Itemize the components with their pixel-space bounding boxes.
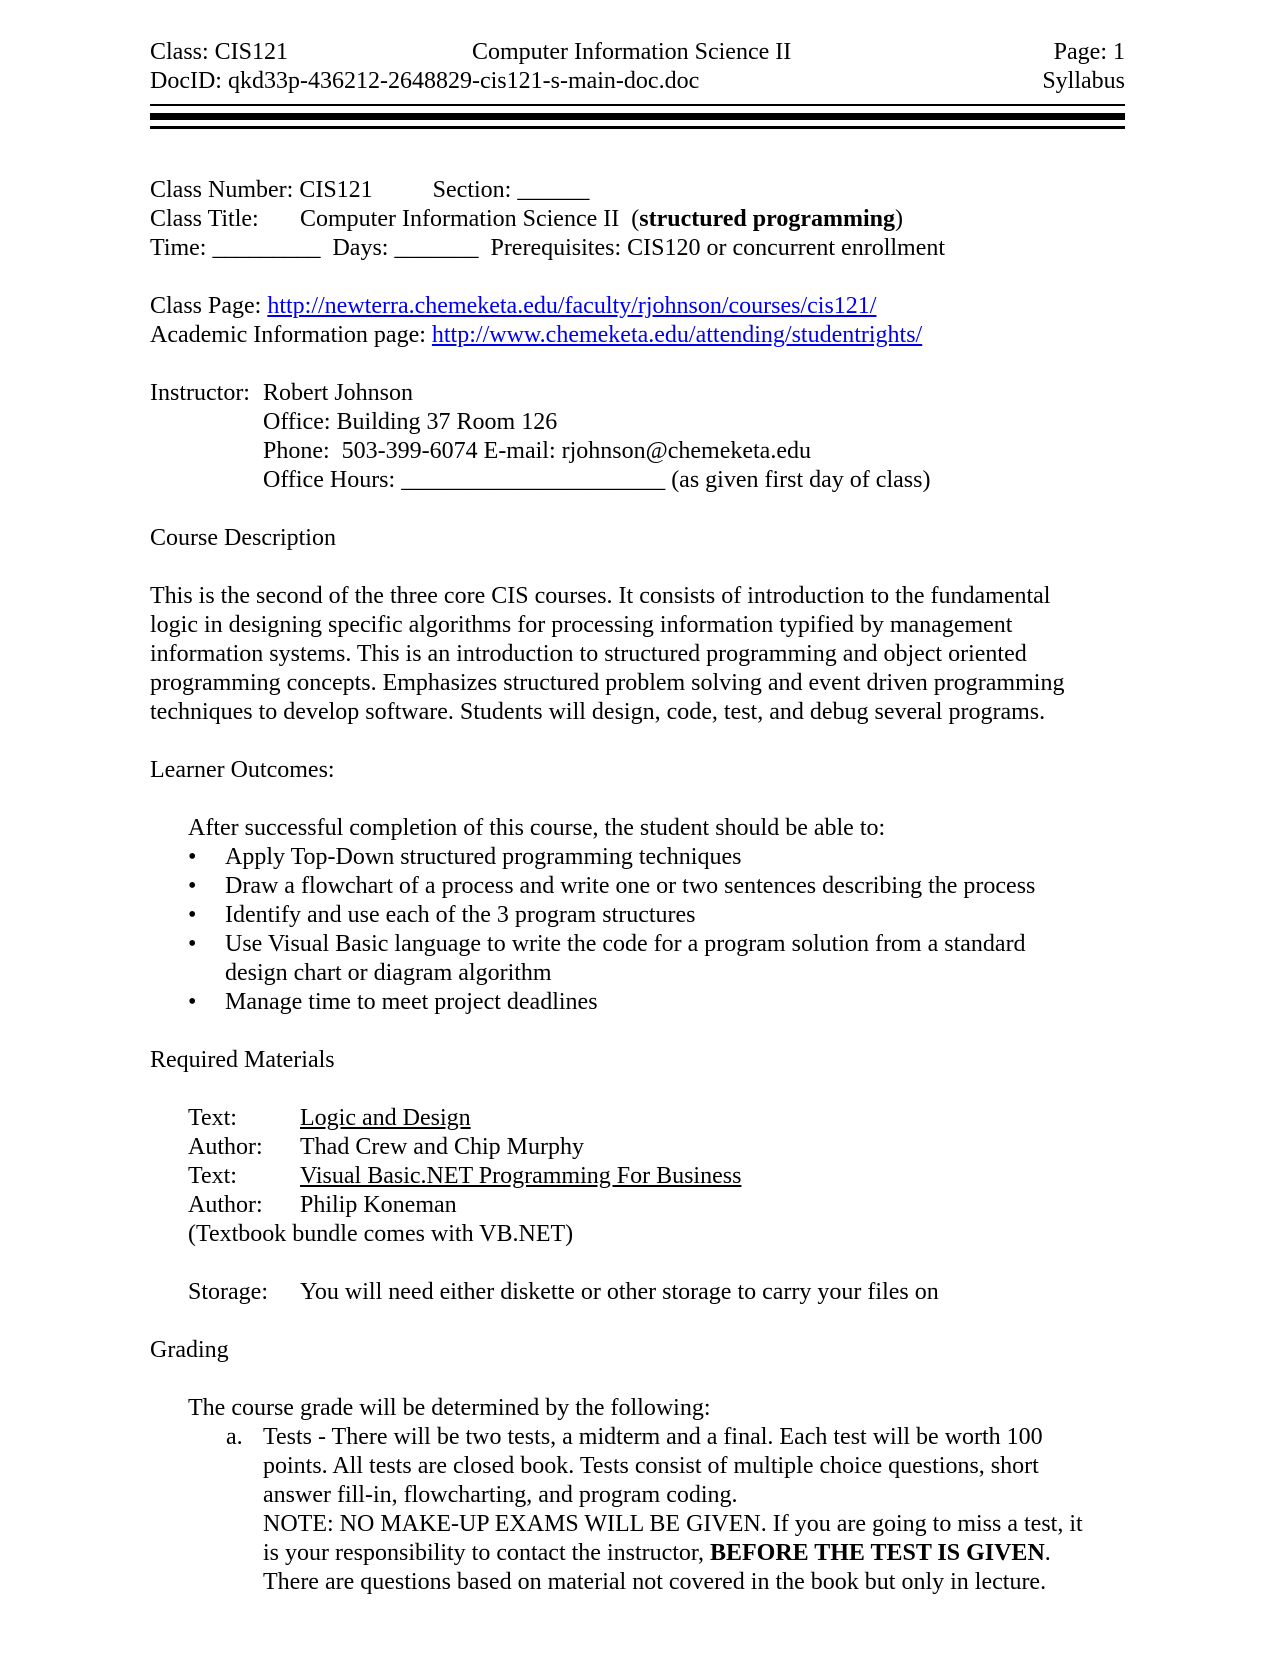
material-label: Author: — [188, 1134, 263, 1160]
material-text-1 — [150, 1104, 1130, 1133]
course-description-heading: Course Description — [150, 525, 336, 551]
grading-item — [150, 1423, 1130, 1452]
material-label: Author: — [188, 1192, 263, 1218]
grading-note: NOTE: NO MAKE-UP EXAMS WILL BE GIVEN. If you are going to miss a test, it — [263, 1511, 1083, 1537]
bullet-icon: • — [188, 989, 197, 1015]
instructor-hours: Office Hours: ______________________ (as given first day of class) — [263, 467, 931, 493]
instructor-name: Robert Johnson — [263, 380, 413, 406]
outcome-item — [150, 988, 1130, 1017]
course-description-line: information systems. This is an introduction to structured programming and object oriented — [150, 641, 1027, 667]
header-rule-bottom — [150, 126, 1125, 129]
list-marker: a. — [226, 1424, 243, 1450]
outcome-text: Identify and use each of the 3 program structures — [225, 902, 696, 928]
textbook-author: Thad Crew and Chip Murphy — [300, 1134, 584, 1160]
textbook-author: Philip Koneman — [300, 1192, 457, 1218]
material-label: Text: — [188, 1163, 237, 1189]
outcome-text: Use Visual Basic language to write the code for a program solution from a standard — [225, 931, 1026, 957]
time-days-line: Time: _________ Days: _______ Prerequisites: CIS120 or concurrent enrollment — [150, 235, 946, 261]
course-description-line: techniques to develop software. Students will design, code, test, and debug several programs. — [150, 699, 1046, 725]
learner-outcomes-intro: After successful completion of this course, the student should be able to: — [188, 815, 886, 841]
textbook-title: Logic and Design — [300, 1105, 471, 1131]
instructor-label: Instructor: — [150, 380, 250, 406]
material-label: Text: — [188, 1105, 237, 1131]
outcome-text: Apply Top-Down structured programming techniques — [225, 844, 742, 870]
responsibility-period: . — [1044, 1540, 1051, 1566]
bullet-icon: • — [188, 902, 197, 928]
grading-heading: Grading — [150, 1337, 229, 1363]
class-title-text: Computer Information Science II ( — [300, 206, 640, 232]
academic-info-link[interactable]: http://www.chemeketa.edu/attending/studentrights/ — [431, 322, 923, 348]
header-rule-thick — [150, 113, 1125, 120]
bundle-note: (Textbook bundle comes with VB.NET) — [188, 1221, 574, 1247]
material-text-2 — [150, 1162, 1130, 1191]
learner-outcomes-heading: Learner Outcomes: — [150, 757, 335, 783]
outcome-text: Draw a flowchart of a process and write one or two sentences describing the process — [225, 873, 1036, 899]
outcome-text: Manage time to meet project deadlines — [225, 989, 598, 1015]
outcome-item — [150, 930, 1130, 959]
header-rule-thin-top — [150, 104, 1125, 106]
header-docid: DocID: qkd33p-436212-2648829-cis121-s-main-doc.doc — [150, 68, 700, 94]
course-description-line: logic in designing specific algorithms for processing information typified by management — [150, 612, 1013, 638]
page-header — [150, 38, 1125, 96]
instructor-contact: Phone: 503-399-6074 E-mail: rjohnson@chemeketa.edu — [263, 438, 811, 464]
class-page-label: Class Page: — [150, 293, 268, 319]
required-materials-heading: Required Materials — [150, 1047, 335, 1073]
grading-text: There are questions based on material not covered in the book but only in lecture. — [263, 1569, 1047, 1595]
class-number-line: Class Number: CIS121 Section: ______ — [150, 177, 590, 203]
material-author-1 — [150, 1133, 1130, 1162]
outcome-item — [150, 872, 1130, 901]
academic-info-label: Academic Information page: — [150, 322, 432, 348]
document-body — [150, 176, 1130, 1597]
grading-responsibility — [150, 1539, 1130, 1568]
bullet-icon: • — [188, 931, 197, 957]
class-page-link[interactable]: http://newterra.chemeketa.edu/faculty/rjohnson/courses/cis121/ — [267, 293, 877, 319]
bullet-icon: • — [188, 873, 197, 899]
outcome-item — [150, 901, 1130, 930]
header-course: Computer Information Science II — [472, 39, 792, 65]
outcome-item-continued — [150, 959, 1130, 988]
header-class: Class: CIS121 — [150, 39, 289, 65]
material-author-2 — [150, 1191, 1130, 1220]
instructor-office: Office: Building 37 Room 126 — [263, 409, 558, 435]
bullet-icon: • — [188, 844, 197, 870]
course-description-line: This is the second of the three core CIS courses. It consists of introduction to the fundamental — [150, 583, 1051, 609]
class-title-close: ) — [895, 206, 903, 232]
class-page-line — [150, 292, 1130, 321]
grading-text: Tests - There will be two tests, a midterm and a final. Each test will be worth 100 — [263, 1424, 1043, 1450]
instructor-line — [150, 379, 1130, 408]
grading-text: answer fill-in, flowcharting, and program coding. — [263, 1482, 738, 1508]
class-title-line — [150, 205, 1130, 234]
responsibility-text: is your responsibility to contact the instructor, — [263, 1540, 710, 1566]
academic-info-line — [150, 321, 1130, 350]
grading-intro: The course grade will be determined by the following: — [188, 1395, 711, 1421]
storage-note: You will need either diskette or other storage to carry your files on — [300, 1279, 939, 1305]
header-doc-type: Syllabus — [1042, 68, 1125, 94]
grading-text: points. All tests are closed book. Tests consist of multiple choice questions, short — [263, 1453, 1039, 1479]
material-storage — [150, 1278, 1130, 1307]
outcome-text: design chart or diagram algorithm — [225, 960, 552, 986]
header-page-number: Page: 1 — [1053, 39, 1125, 65]
class-title-emphasis: structured programming — [639, 206, 895, 232]
material-label: Storage: — [188, 1279, 268, 1305]
outcome-item — [150, 843, 1130, 872]
textbook-title: Visual Basic.NET Programming For Business — [300, 1163, 742, 1189]
course-description-line: programming concepts. Emphasizes structured problem solving and event driven programming — [150, 670, 1065, 696]
responsibility-emphasis: BEFORE THE TEST IS GIVEN — [709, 1540, 1045, 1566]
class-title-label: Class Title: — [150, 206, 259, 232]
